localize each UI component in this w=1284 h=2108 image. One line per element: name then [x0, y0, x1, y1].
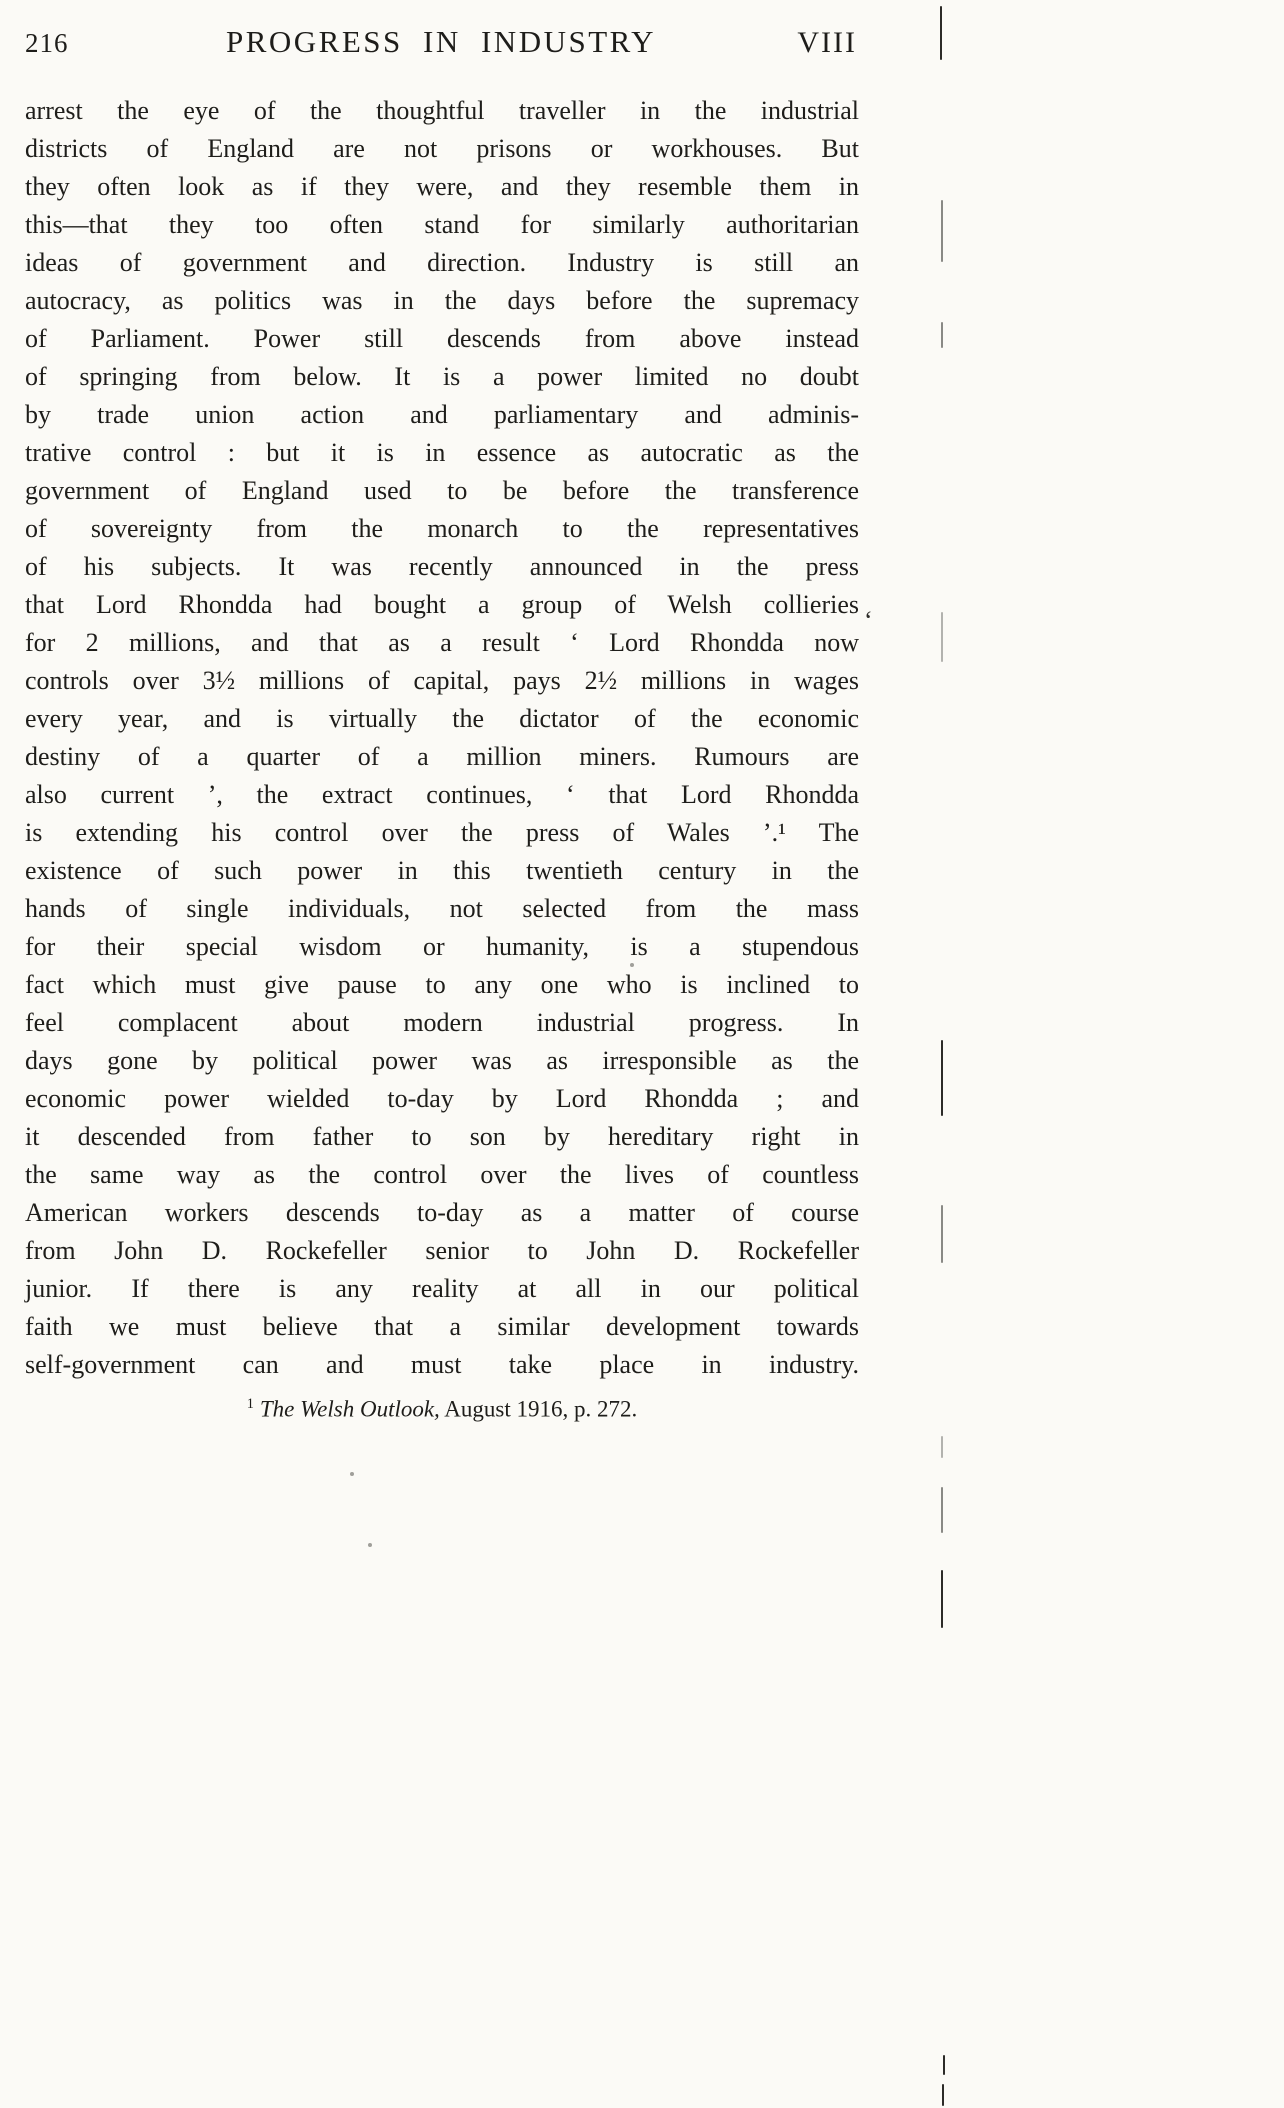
text-line: hands of single individuals, not selected from the mass	[25, 894, 859, 923]
text-line: of Parliament. Power still descends from above instead	[25, 324, 859, 353]
text-line: arrest the eye of the thoughtful traveller in the industrial	[25, 96, 859, 125]
text-line: of springing from below. It is a power limited no doubt	[25, 362, 859, 391]
text-line: faith we must believe that a similar development towards	[25, 1312, 859, 1341]
text-line: feel complacent about modern industrial progress. In	[25, 1008, 859, 1037]
text-line: for their special wisdom or humanity, is a stupendous	[25, 932, 859, 961]
scan-speck	[350, 1472, 354, 1476]
scan-artifact	[941, 200, 943, 262]
scan-artifact	[941, 1205, 943, 1263]
scan-artifact	[941, 1040, 943, 1116]
text-line: fact which must give pause to any one who is inclined to	[25, 970, 859, 999]
footnote-work-title: The Welsh Outlook,	[259, 1396, 440, 1422]
text-line: they often look as if they were, and they resemble them in	[25, 172, 859, 201]
scan-artifact	[941, 1436, 943, 1458]
text-line: the same way as the control over the lives of countless	[25, 1160, 859, 1189]
text-line: days gone by political power was as irresponsible as the	[25, 1046, 859, 1075]
text-line: economic power wielded to-day by Lord Rhondda ; and	[25, 1084, 859, 1113]
text-line: it descended from father to son by hereditary right in	[25, 1122, 859, 1151]
text-line: of sovereignty from the monarch to the representatives	[25, 514, 859, 543]
body-text	[25, 92, 859, 1384]
scan-speck	[368, 1543, 372, 1547]
scan-artifact: ‘	[864, 606, 873, 635]
chapter-number: VIII	[797, 26, 857, 59]
scan-artifact	[941, 1487, 943, 1533]
text-line: trative control : but it is in essence as autocratic as the	[25, 438, 859, 467]
page-header	[25, 24, 857, 60]
scan-artifact	[941, 1570, 943, 1628]
text-line: that Lord Rhondda had bought a group of Welsh collieries	[25, 590, 859, 619]
text-line: is extending his control over the press of Wales ’.¹ The	[25, 818, 859, 847]
scan-artifact	[941, 612, 943, 662]
scan-artifact	[943, 2055, 945, 2075]
text-line: also current ’, the extract continues, ‘ that Lord Rhondda	[25, 780, 859, 809]
page-number: 216	[25, 28, 69, 58]
text-line: autocracy, as politics was in the days before the supremacy	[25, 286, 859, 315]
text-line: existence of such power in this twentieth century in the	[25, 856, 859, 885]
text-line: this—that they too often stand for similarly authoritarian	[25, 210, 859, 239]
text-line: American workers descends to-day as a matter of course	[25, 1198, 859, 1227]
scan-artifact	[941, 322, 943, 348]
text-line: districts of England are not prisons or workhouses. But	[25, 134, 859, 163]
text-line: government of England used to be before the transference	[25, 476, 859, 505]
text-line: by trade union action and parliamentary and adminis-	[25, 400, 859, 429]
text-line: junior. If there is any reality at all in our political	[25, 1274, 859, 1303]
text-line: for 2 millions, and that as a result ‘ Lord Rhondda now	[25, 628, 859, 657]
footnote	[25, 1389, 859, 1425]
scan-speck	[630, 963, 634, 967]
scan-artifact	[940, 6, 942, 60]
text-line: ideas of government and direction. Industry is still an	[25, 248, 859, 277]
running-title: PROGRESS IN INDUSTRY	[225, 24, 656, 59]
footnote-citation: August 1916, p. 272.	[439, 1396, 638, 1422]
text-line: of his subjects. It was recently announced in the press	[25, 552, 859, 581]
footnote-marker: 1	[246, 1396, 254, 1412]
text-line: controls over 3½ millions of capital, pays 2½ millions in wages	[25, 666, 859, 695]
text-line: from John D. Rockefeller senior to John D. Rockefeller	[25, 1236, 859, 1265]
text-line: every year, and is virtually the dictator of the economic	[25, 704, 859, 733]
scan-artifact	[942, 2084, 944, 2106]
text-line: self-government can and must take place in industry.	[25, 1350, 859, 1379]
text-line: destiny of a quarter of a million miners. Rumours are	[25, 742, 859, 771]
